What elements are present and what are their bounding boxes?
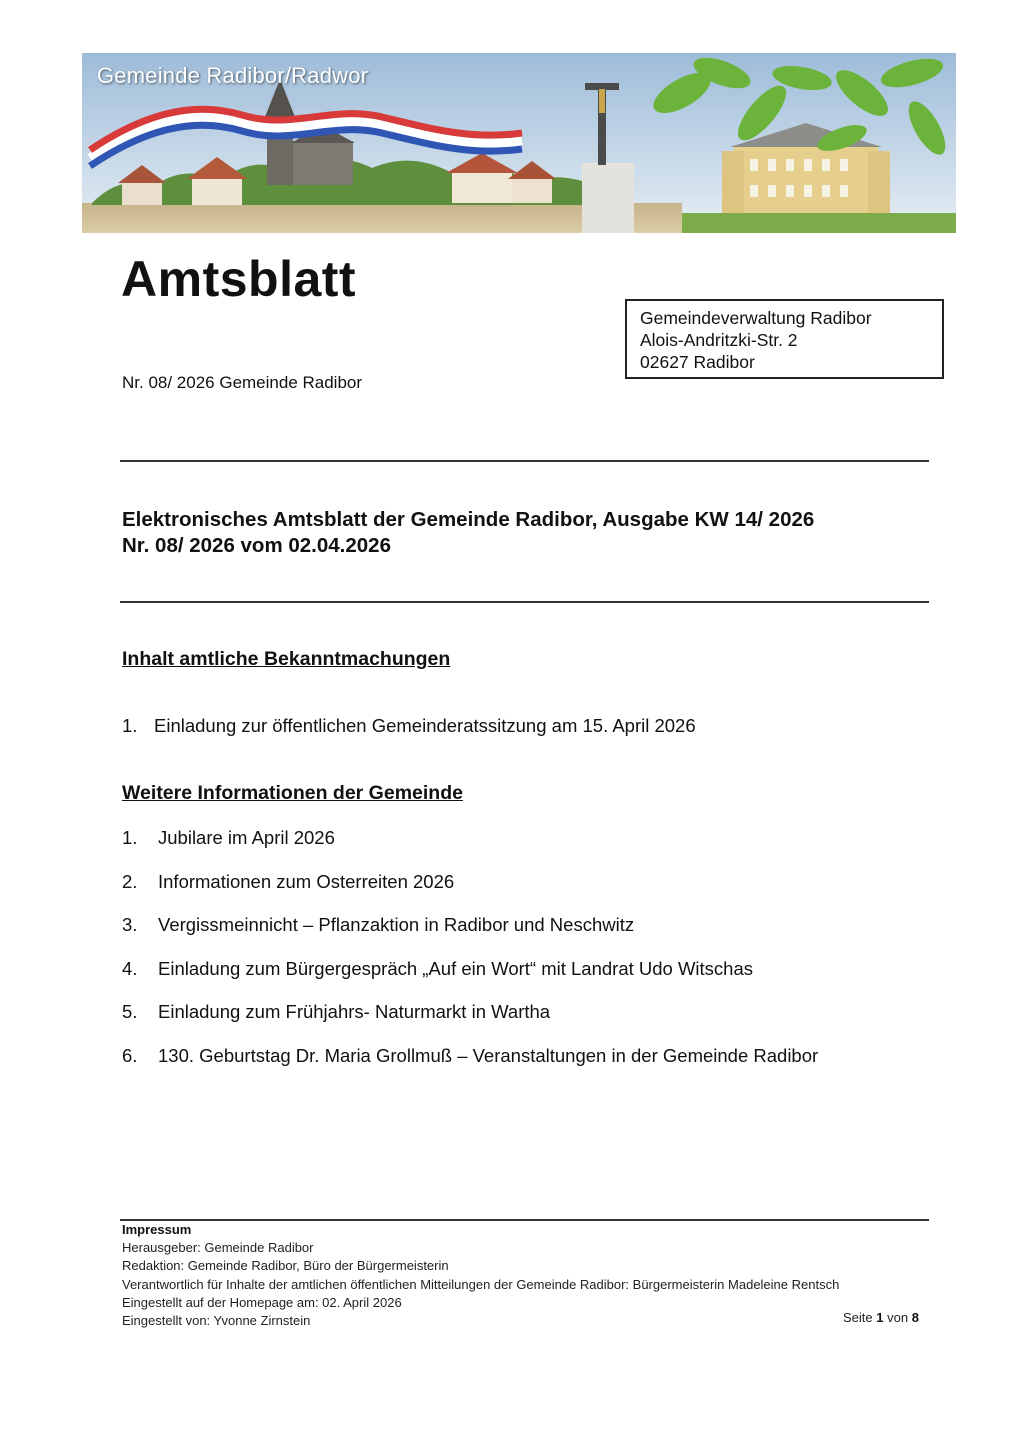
impressum-line: Eingestellt auf der Homepage am: 02. April 2026 <box>122 1294 402 1310</box>
item-number: 3. <box>122 914 138 935</box>
item-number: 6. <box>122 1045 138 1066</box>
banner-title: Gemeinde Radibor/Radwor <box>97 63 369 88</box>
item-text: Einladung zur öffentlichen Gemeinderatssitzung am 15. April 2026 <box>154 715 696 736</box>
item-text: Jubilare im April 2026 <box>158 827 335 848</box>
cross-pedestal <box>582 163 634 233</box>
item-number: 2. <box>122 871 138 892</box>
list-item <box>122 1001 550 1023</box>
page-current: 1 <box>876 1310 884 1325</box>
castle-tower-left <box>722 151 744 213</box>
lawn <box>682 213 956 233</box>
headline-line-2: Nr. 08/ 2026 vom 02.04.2026 <box>122 534 391 557</box>
document-title: Amtsblatt <box>121 251 357 307</box>
list-item <box>122 715 696 737</box>
issue-number: Nr. 08/ 2026 Gemeinde Radibor <box>122 373 363 392</box>
item-text: Einladung zum Bürgergespräch „Auf ein Wort“ mit Landrat Udo Witschas <box>158 958 754 979</box>
impressum-line: Herausgeber: Gemeinde Radibor <box>122 1240 314 1256</box>
section-heading-official: Inhalt amtliche Bekanntmachungen <box>122 648 451 670</box>
list-item <box>122 1045 818 1067</box>
address-line: Alois-Andritzki-Str. 2 <box>640 330 798 350</box>
impressum-line: Redaktion: Gemeinde Radibor, Büro der Bürgermeisterin <box>122 1258 449 1274</box>
house <box>192 177 242 205</box>
castle-tower-right <box>868 151 890 213</box>
impressum-line: Verantwortlich für Inhalte der amtlichen öffentlichen Mitteilungen der Gemeinde Radibor: Bürgermeisterin Madeleine Rentsch <box>122 1276 840 1292</box>
house <box>122 181 162 205</box>
list-item <box>122 958 753 980</box>
item-text: Einladung zum Frühjahrs- Naturmarkt in Wartha <box>158 1001 551 1022</box>
address-line: 02627 Radibor <box>640 352 755 372</box>
castle-body <box>734 145 878 213</box>
item-number: 4. <box>122 958 138 979</box>
item-text: Vergissmeinnicht – Pflanzaktion in Radibor und Neschwitz <box>158 914 635 935</box>
list-item <box>122 827 335 849</box>
headline <box>122 507 814 559</box>
impressum-heading: Impressum <box>122 1222 192 1237</box>
item-number: 1. <box>122 827 138 848</box>
house <box>452 171 512 203</box>
church-nave <box>293 141 353 185</box>
item-text: 130. Geburtstag Dr. Maria Grollmuß – Veranstaltungen in der Gemeinde Radibor <box>158 1045 819 1066</box>
house <box>512 177 552 203</box>
divider <box>120 601 929 603</box>
impressum <box>122 1221 839 1330</box>
impressum-line: Eingestellt von: Yvonne Zirnstein <box>122 1313 311 1329</box>
divider <box>120 460 929 462</box>
item-number: 5. <box>122 1001 138 1022</box>
cross-figure <box>599 89 605 113</box>
item-number: 1. <box>122 715 138 736</box>
item-text: Informationen zum Osterreiten 2026 <box>158 871 455 892</box>
header-banner <box>82 53 956 233</box>
address-box <box>625 299 944 379</box>
list-item <box>122 871 454 893</box>
page-sep: von <box>887 1310 909 1325</box>
page-number <box>843 1310 919 1325</box>
cross-beam <box>585 83 619 90</box>
list-item <box>122 914 634 936</box>
section-heading-further: Weitere Informationen der Gemeinde <box>122 782 463 804</box>
address-line: Gemeindeverwaltung Radibor <box>640 308 872 328</box>
page-prefix: Seite <box>843 1310 873 1325</box>
page-total: 8 <box>911 1310 919 1325</box>
headline-line-1: Elektronisches Amtsblatt der Gemeinde Radibor, Ausgabe KW 14/ 2026 <box>122 508 815 531</box>
